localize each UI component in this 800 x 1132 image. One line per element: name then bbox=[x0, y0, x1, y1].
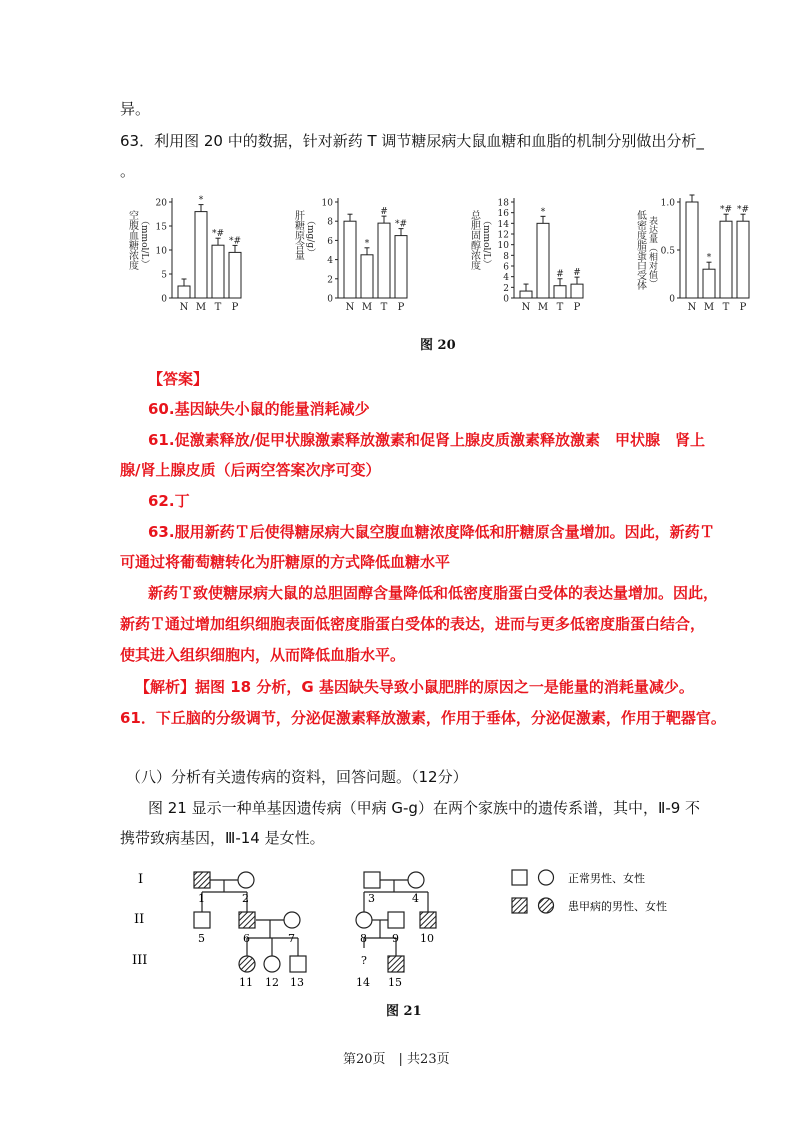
individual-normal-female bbox=[356, 912, 372, 928]
y-tick-label: 0.5 bbox=[660, 246, 675, 257]
individual-normal-female bbox=[264, 956, 280, 972]
text-line: 异。 bbox=[120, 100, 151, 118]
y-axis-label: 肝糖原含量 bbox=[292, 210, 304, 260]
y-tick-label: 15 bbox=[155, 222, 167, 233]
bar bbox=[395, 236, 407, 298]
bar bbox=[178, 286, 190, 298]
individual-affected-male bbox=[239, 912, 255, 928]
y-axis-label: 总胆固醇浓度 bbox=[468, 210, 480, 270]
legend-normal-male bbox=[512, 870, 527, 885]
y-axis-unit: 表达量（相对值） bbox=[647, 216, 657, 288]
individual-affected-male bbox=[420, 912, 436, 928]
y-tick-label: 4 bbox=[327, 256, 333, 267]
figure-20 bbox=[110, 188, 770, 328]
generation-label: I bbox=[138, 872, 144, 887]
y-tick-label: 0 bbox=[327, 294, 333, 305]
significance-mark: * bbox=[364, 238, 370, 249]
y-axis-label: 空腹血糖浓度 bbox=[126, 210, 138, 270]
y-tick-label: 0 bbox=[669, 294, 675, 305]
y-tick-label: 8 bbox=[327, 217, 333, 228]
bar bbox=[720, 221, 732, 298]
individual-number: 2 bbox=[242, 892, 249, 905]
individual-normal-female bbox=[238, 872, 254, 888]
bar bbox=[229, 252, 241, 298]
bar bbox=[571, 284, 583, 298]
question-63: 63．利用图 20 中的数据，针对新药 T 调节糖尿病大鼠血糖和血脂的机制分别做出分析_ bbox=[120, 132, 704, 150]
analysis-61: 61．下丘脑的分级调节，分泌促激素释放激素，作用于垂体，分泌促激素，作用于靶器官。 bbox=[120, 709, 726, 727]
category-label: T bbox=[722, 302, 730, 313]
y-tick-label: 1.0 bbox=[660, 198, 675, 209]
y-tick-label: 14 bbox=[497, 219, 509, 230]
answer-61-line2: 腺/肾上腺皮质（后两空答案次序可变） bbox=[120, 461, 381, 479]
category-label: M bbox=[537, 302, 549, 313]
category-label: P bbox=[397, 302, 405, 313]
individual-number: 8 bbox=[360, 932, 367, 945]
bar bbox=[737, 221, 749, 298]
page-footer: 第20页 | 共23页 bbox=[343, 1052, 450, 1067]
legend-normal-female bbox=[539, 870, 554, 885]
individual-number: 1 bbox=[198, 892, 205, 905]
individual-normal-male bbox=[194, 912, 210, 928]
answer-63-line5: 使其进入组织细胞内，从而降低血脂水平。 bbox=[120, 646, 406, 664]
y-tick-label: 12 bbox=[497, 230, 509, 241]
figure-21-pedigree bbox=[120, 858, 700, 994]
individual-number: 9 bbox=[392, 932, 399, 945]
individual-number: 13 bbox=[290, 976, 304, 989]
category-label: T bbox=[380, 302, 388, 313]
generation-label: III bbox=[132, 953, 148, 968]
individual-number: 3 bbox=[368, 892, 375, 905]
bar bbox=[703, 269, 715, 298]
significance-mark: # bbox=[556, 269, 564, 280]
individual-number: 14 bbox=[356, 976, 370, 989]
answer-62: 62.丁 bbox=[148, 492, 190, 510]
significance-mark: * bbox=[198, 195, 204, 206]
individual-number: 10 bbox=[420, 932, 434, 945]
individual-number: 11 bbox=[239, 976, 253, 989]
category-label: M bbox=[703, 302, 715, 313]
y-tick-label: 16 bbox=[497, 209, 509, 220]
y-tick-label: 6 bbox=[503, 262, 509, 273]
section-8-intro-line1: 图 21 显示一种单基因遗传病（甲病 G-g）在两个家族中的遗传系谱，其中，Ⅱ-9 不 bbox=[148, 799, 701, 817]
significance-mark: *# bbox=[736, 205, 750, 216]
answer-63-line3: 新药Ｔ致使糖尿病大鼠的总胆固醇含量降低和低密度脂蛋白受体的表达量增加。因此， bbox=[148, 584, 719, 602]
category-label: N bbox=[179, 302, 189, 313]
individual-normal-female bbox=[284, 912, 300, 928]
significance-mark: *# bbox=[719, 205, 733, 216]
bar bbox=[361, 255, 373, 298]
figure-21-caption: 图 21 bbox=[386, 1004, 422, 1019]
category-label: N bbox=[521, 302, 531, 313]
legend-affected-male bbox=[512, 898, 527, 913]
category-label: P bbox=[739, 302, 747, 313]
category-label: T bbox=[214, 302, 222, 313]
bar bbox=[195, 212, 207, 298]
category-label: M bbox=[361, 302, 373, 313]
bar bbox=[537, 223, 549, 298]
y-tick-label: 10 bbox=[497, 241, 509, 252]
category-label: N bbox=[345, 302, 355, 313]
legend-affected-female bbox=[539, 898, 554, 913]
legend-normal-label: 正常男性、女性 bbox=[568, 872, 645, 885]
significance-mark: # bbox=[573, 268, 581, 279]
y-tick-label: 5 bbox=[161, 270, 167, 281]
category-label: M bbox=[195, 302, 207, 313]
individual-number: 7 bbox=[288, 932, 295, 945]
y-tick-label: 10 bbox=[321, 198, 333, 209]
y-tick-label: 20 bbox=[155, 198, 167, 209]
significance-mark: * bbox=[706, 253, 712, 264]
y-tick-label: 8 bbox=[503, 251, 509, 262]
bar bbox=[554, 286, 566, 298]
y-axis-unit: （mg/g） bbox=[305, 216, 315, 258]
individual-number: 6 bbox=[243, 932, 250, 945]
individual-normal-male bbox=[290, 956, 306, 972]
individual-affected-male bbox=[388, 956, 404, 972]
category-label: N bbox=[687, 302, 697, 313]
answer-63-line4: 新药Ｔ通过增加组织细胞表面低密度脂蛋白受体的表达，进而与更多低密度脂蛋白结合， bbox=[120, 615, 706, 633]
individual-affected-female bbox=[239, 956, 255, 972]
individual-affected-male bbox=[194, 872, 210, 888]
unknown-mark: ? bbox=[361, 954, 367, 967]
section-8-title: （八）分析有关遗传病的资料，回答问题。（12分） bbox=[126, 768, 468, 786]
individual-number: 5 bbox=[198, 932, 205, 945]
category-label: P bbox=[573, 302, 581, 313]
y-axis-unit: （mmol/L） bbox=[481, 216, 491, 269]
significance-mark: * bbox=[540, 207, 546, 218]
individual-normal-male bbox=[388, 912, 404, 928]
question-63-tail: 。 bbox=[120, 162, 136, 180]
category-label: P bbox=[231, 302, 239, 313]
answer-63-line1: 63.服用新药Ｔ后使得糖尿病大鼠空腹血糖浓度降低和肝糖原含量增加。因此，新药Ｔ bbox=[148, 523, 715, 541]
answer-63-line2: 可通过将葡萄糖转化为肝糖原的方式降低血糖水平 bbox=[120, 553, 451, 571]
bar bbox=[520, 291, 532, 298]
y-tick-label: 2 bbox=[327, 275, 333, 286]
y-tick-label: 18 bbox=[497, 198, 509, 209]
y-tick-label: 0 bbox=[161, 294, 167, 305]
legend-affected-label: 患甲病的男性、女性 bbox=[568, 900, 667, 913]
analysis: 【解析】据图 18 分析，G 基因缺失导致小鼠肥胖的原因之一是能量的消耗量减少。 bbox=[135, 678, 694, 696]
generation-label: II bbox=[134, 912, 145, 927]
answer-61-line1: 61.促激素释放/促甲状腺激素释放激素和促肾上腺皮质激素释放激素 甲状腺 肾上 bbox=[148, 431, 706, 449]
section-8-intro-line2: 携带致病基因，Ⅲ-14 是女性。 bbox=[120, 829, 325, 847]
y-tick-label: 0 bbox=[503, 294, 509, 305]
bar bbox=[378, 223, 390, 298]
significance-mark: *# bbox=[211, 229, 225, 240]
bar bbox=[686, 202, 698, 298]
figure-20-caption: 图 20 bbox=[420, 338, 456, 353]
y-tick-label: 10 bbox=[155, 246, 167, 257]
individual-number: 4 bbox=[412, 892, 419, 905]
category-label: T bbox=[556, 302, 564, 313]
significance-mark: *# bbox=[394, 219, 408, 230]
y-tick-label: 2 bbox=[503, 283, 509, 294]
individual-number: 12 bbox=[265, 976, 279, 989]
answer-header: 【答案】 bbox=[148, 370, 209, 388]
y-tick-label: 6 bbox=[327, 236, 333, 247]
individual-normal-female bbox=[408, 872, 424, 888]
significance-mark: *# bbox=[228, 236, 242, 247]
answer-60: 60.基因缺失小鼠的能量消耗减少 bbox=[148, 400, 370, 418]
individual-normal-male bbox=[364, 872, 380, 888]
bar bbox=[344, 221, 356, 298]
bar bbox=[212, 245, 224, 298]
y-axis-unit: （mmol/L） bbox=[139, 216, 149, 269]
individual-number: 15 bbox=[388, 976, 402, 989]
significance-mark: # bbox=[380, 207, 388, 218]
y-axis-label: 低密度脂蛋白受体 bbox=[634, 210, 646, 290]
y-tick-label: 4 bbox=[503, 273, 509, 284]
